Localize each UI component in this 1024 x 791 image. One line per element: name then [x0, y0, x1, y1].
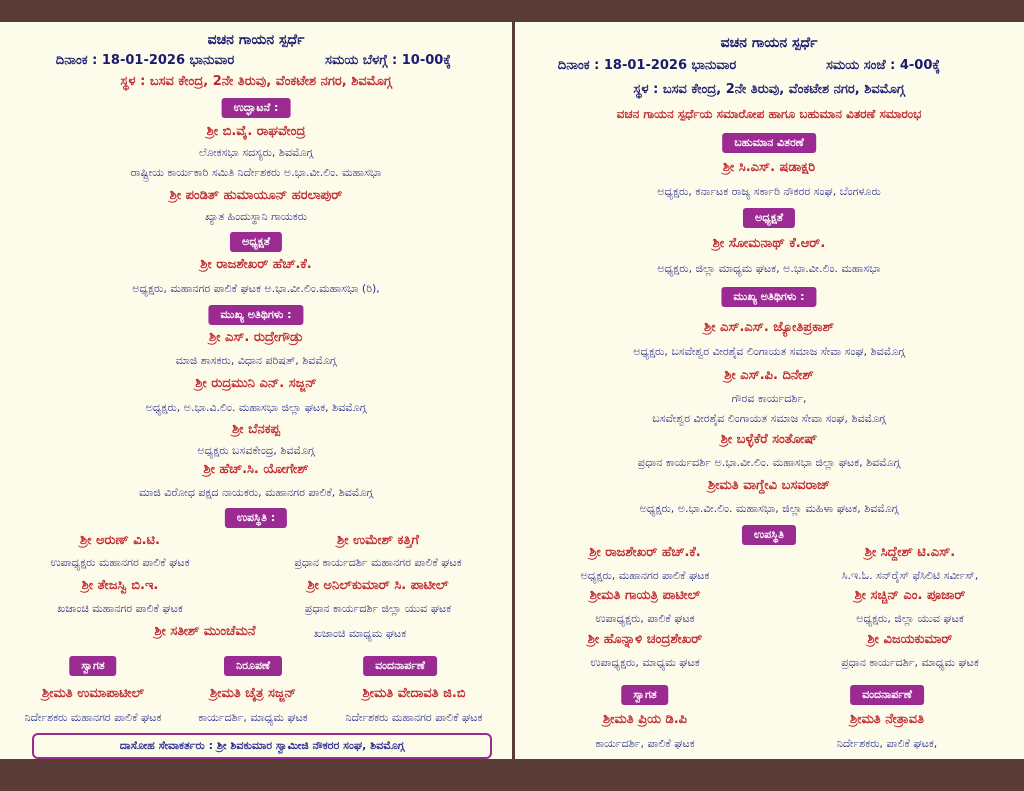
guest-name: ಶ್ರೀ ಹೆಚ್.ಸಿ. ಯೋಗೇಶ್	[203, 462, 309, 477]
guest-name: ಶ್ರೀ ರುದ್ರಮುನಿ ಎನ್. ಸಜ್ಜನ್	[195, 376, 317, 391]
guest-desc: ಮಾಜಿ ವಿರೋಧ ಪಕ್ಷದ ನಾಯಕರು, ಮಹಾನಗರ ಪಾಲಿಕೆ, ಶಿವಮೊಗ್ಗ	[139, 486, 373, 499]
chief-guests-heading: ಮುಖ್ಯ ಅತಿಥಿಗಳು :	[721, 287, 816, 307]
prize-desc: ಅಧ್ಯಕ್ಷರು, ಕರ್ನಾಟಕ ರಾಜ್ಯ ಸರ್ಕಾರಿ ನೌಕರರ ಸಂಘ, ಬೆಂಗಳೂರು	[657, 185, 881, 198]
bottom-border	[0, 759, 1024, 791]
guest-desc: ಪ್ರಧಾನ ಕಾರ್ಯದರ್ಶಿ ಅ.ಭಾ.ವೀ.ಲಿಂ. ಮಹಾಸಭಾ ಜಿಲ್ಲಾ ಘಟಕ, ಶಿವಮೊಗ್ಗ	[637, 456, 901, 469]
presence-desc: ಅಧ್ಯಕ್ಷರು, ಮಹಾನಗರ ಪಾಲಿಕೆ ಘಟಕ	[580, 569, 710, 582]
morning-program-panel	[0, 22, 512, 759]
welcome-name: ಶ್ರೀಮತಿ ಉಮಾಪಾಟೀಲ್	[42, 686, 144, 701]
president-desc: ಅಧ್ಯಕ್ಷರು, ಜಿಲ್ಲಾ ಮಾಧ್ಯಮ ಘಟಕ, ಅ.ಭಾ.ವೀ.ಲಿಂ. ಮಹಾಸಭಾ	[657, 262, 881, 275]
left-venue: ಸ್ಥಳ : ಬಸವ ಕೇಂದ್ರ, 2ನೇ ತಿರುವು, ವೆಂಕಟೇಶ ನಗರ, ಶಿವಮೊಗ್ಗ	[120, 74, 392, 89]
evening-program-panel	[515, 22, 1024, 759]
guest-desc: ಅಧ್ಯಕ್ಷರು ಬಸವಕೇಂದ್ರ, ಶಿವಮೊಗ್ಗ	[197, 444, 315, 457]
presence-name: ಶ್ರೀ ಸಚ್ಚಿನ್ ಎಂ. ಪೂಜಾರ್	[854, 588, 966, 603]
presence-name: ಶ್ರೀ ತೇಜಸ್ವಿ ಬಿ.ಇ.	[81, 578, 159, 593]
right-time: ಸಮಯ ಸಂಜೆ : 4-00ಕ್ಕೆ	[825, 58, 941, 73]
singer-name: ಶ್ರೀ ಪಂಡಿತ್ ಹುಮಾಯೂನ್ ಹರಲಾಪುರ್	[169, 188, 343, 203]
sponsor-box: ದಾಸೋಹ ಸೇವಾಕರ್ತರು : ಶ್ರೀ ಶಿವಕುಮಾರ ಸ್ವಾಮೀಜಿ ನೌಕರರ ಸಂಘ, ಶಿವಮೊಗ್ಗ	[32, 733, 492, 759]
vote-of-thanks-heading: ವಂದನಾರ್ಪಣೆ	[363, 656, 437, 676]
right-subtitle: ವಚನ ಗಾಯನ ಸ್ಪರ್ಧೆಯ ಸಮಾರೋಪ ಹಾಗೂ ಬಹುಮಾನ ವಿತರಣೆ ಸಮಾರಂಭ	[616, 107, 922, 121]
guest-name: ಶ್ರೀ ಬಳ್ಳೆಕೆರೆ ಸಂತೋಷ್	[720, 432, 818, 447]
presence-name: ಶ್ರೀ ವಿಜಯಕುಮಾರ್	[867, 632, 953, 647]
president-name: ಶ್ರೀ ಸೋಮನಾಥ್ ಕೆ.ಆರ್.	[712, 236, 826, 251]
top-border	[0, 0, 1024, 22]
presence-heading: ಉಪಸ್ಥಿತಿ :	[225, 508, 287, 528]
presence-desc: ಪ್ರಧಾನ ಕಾರ್ಯದರ್ಶಿ ಜಿಲ್ಲಾ ಯುವ ಘಟಕ	[304, 602, 452, 615]
welcome-heading: ಸ್ವಾಗತ	[621, 685, 668, 705]
presence-desc: ಖಜಾಂಚಿ ಮಾಧ್ಯಮ ಘಟಕ	[313, 627, 407, 640]
guest-name: ಶ್ರೀ ಎಸ್.ಪಿ. ದಿನೇಶ್	[724, 368, 814, 383]
presence-heading: ಉಪಸ್ಥಿತಿ	[742, 525, 796, 545]
chief-guests-heading: ಮುಖ್ಯ ಅತಿಥಿಗಳು :	[208, 305, 303, 325]
guest-desc: ಗೌರವ ಕಾರ್ಯದರ್ಶಿ,	[731, 392, 807, 405]
inauguration-heading: ಉದ್ಘಾಟನೆ :	[222, 98, 291, 118]
presence-desc: ಸಿ.ಇ.ಓ. ಸನ್‌ರೈಸ್ ಫೆಸಿಲಿಟಿ ಸರ್ವೀಸ್,	[841, 569, 979, 582]
presence-desc: ಖಜಾಂಚಿ ಮಹಾನಗರ ಪಾಲಿಕೆ ಘಟಕ	[57, 602, 183, 615]
guest-name: ಶ್ರೀಮತಿ ವಾಗ್ದೇವಿ ಬಸವರಾಜ್	[707, 478, 831, 493]
compere-heading: ನಿರೂಪಣೆ	[224, 656, 282, 676]
presence-name: ಶ್ರೀ ಸತೀಶ್ ಮುಂಚೆಮನೆ	[154, 624, 256, 639]
guest-desc: ಮಾಜಿ ಶಾಸಕರು, ವಿಧಾನ ಪರಿಷತ್, ಶಿವಮೊಗ್ಗ	[175, 354, 337, 367]
left-title: ವಚನ ಗಾಯನ ಸ್ಪರ್ಧೆ	[207, 32, 305, 48]
presence-name: ಶ್ರೀ ರಾಜಶೇಖರ್ ಹೆಚ್.ಕೆ.	[589, 545, 701, 560]
guest-name: ಶ್ರೀ ಎಸ್.ಎಸ್. ಜ್ಯೋತಿಪ್ರಕಾಶ್	[704, 320, 834, 335]
singer-desc: ಖ್ಯಾತ ಹಿಂದುಸ್ಥಾನಿ ಗಾಯಕರು	[204, 210, 308, 223]
right-venue: ಸ್ಥಳ : ಬಸವ ಕೇಂದ್ರ, 2ನೇ ತಿರುವು, ವೆಂಕಟೇಶ ನಗರ, ಶಿವಮೊಗ್ಗ	[633, 82, 905, 97]
presence-desc: ಪ್ರಧಾನ ಕಾರ್ಯದರ್ಶಿ ಮಹಾನಗರ ಪಾಲಿಕೆ ಘಟಕ	[294, 556, 462, 569]
inaugurator-name: ಶ್ರೀ ಬಿ.ವೈ. ರಾಘವೇಂದ್ರ	[206, 124, 306, 139]
presence-desc: ಅಧ್ಯಕ್ಷರು, ಜಿಲ್ಲಾ ಯುವ ಘಟಕ	[856, 612, 964, 625]
presence-desc: ಉಪಾಧ್ಯಕ್ಷರು ಮಹಾನಗರ ಪಾಲಿಕೆ ಘಟಕ	[50, 556, 190, 569]
prize-name: ಶ್ರೀ ಸಿ.ಎಸ್. ಷಡಾಕ್ಷರಿ	[722, 160, 816, 175]
guest-desc-2: ಬಸವೇಶ್ವರ ವೀರಶೈವ ಲಿಂಗಾಯತ ಸಮಾಜ ಸೇವಾ ಸಂಘ, ಶಿವಮೊಗ್ಗ	[652, 412, 886, 425]
welcome-desc: ಕಾರ್ಯದರ್ಶಿ, ಪಾಲಿಕೆ ಘಟಕ	[595, 737, 695, 750]
presence-name: ಶ್ರೀ ಹೊನ್ನಾಳಿ ಚಂದ್ರಶೇಖರ್	[587, 632, 703, 647]
presidency-heading: ಅಧ್ಯಕ್ಷತೆ	[743, 208, 795, 228]
inaugurator-desc-2: ರಾಷ್ಟ್ರೀಯ ಕಾರ್ಯಕಾರಿ ಸಮಿತಿ ನಿರ್ದೇಶಕರು ಅ.ಭಾ.ವೀ.ಲಿಂ. ಮಹಾಸಭಾ	[130, 166, 382, 179]
presence-name: ಶ್ರೀ ಅರುಣ್ ವಿ.ಟಿ.	[80, 533, 160, 548]
vote-of-thanks-heading: ವಂದನಾರ್ಪಣೆ	[850, 685, 924, 705]
presence-desc: ಉಪಾಧ್ಯಕ್ಷರು, ಪಾಲಿಕೆ ಘಟಕ	[595, 612, 695, 625]
guest-desc: ಅಧ್ಯಕ್ಷರು, ಅ.ಭಾ.ವಿ.ಲಿಂ. ಮಹಾಸಭಾ ಜಿಲ್ಲಾ ಘಟಕ, ಶಿವಮೊಗ್ಗ	[145, 401, 367, 414]
thanks-desc: ನಿರ್ದೇಶಕರು, ಪಾಲಿಕೆ ಘಟಕ,	[836, 737, 938, 750]
president-name: ಶ್ರೀ ರಾಜಶೇಖರ್ ಹೆಚ್.ಕೆ.	[200, 257, 312, 272]
guest-desc: ಅಧ್ಯಕ್ಷರು, ಬಸವೇಶ್ವರ ವೀರಶೈವ ಲಿಂಗಾಯತ ಸಮಾಜ ಸೇವಾ ಸಂಘ, ಶಿವಮೊಗ್ಗ	[633, 345, 905, 358]
right-title: ವಚನ ಗಾಯನ ಸ್ಪರ್ಧೆ	[720, 35, 818, 51]
presence-name: ಶ್ರೀ ಅನಿಲ್‌ಕುಮಾರ್ ಸಿ. ಪಾಟೀಲ್	[307, 578, 449, 593]
presence-desc: ಉಪಾಧ್ಯಕ್ಷರು, ಮಾಧ್ಯಮ ಘಟಕ	[590, 656, 700, 669]
president-desc: ಅಧ್ಯಕ್ಷರು, ಮಹಾನಗರ ಪಾಲಿಕೆ ಘಟಕ ಅ.ಭಾ.ವೀ.ಲಿಂ.ಮಹಾಸಭಾ (ರಿ),	[132, 282, 380, 295]
right-date: ದಿನಾಂಕ : 18-01-2026 ಭಾನುವಾರ	[557, 58, 737, 73]
inaugurator-desc: ಲೋಕಸಭಾ ಸದಸ್ಯರು, ಶಿವಮೊಗ್ಗ	[198, 146, 314, 159]
compere-name: ಶ್ರೀಮತಿ ಚೈತ್ರ ಸಜ್ಜನ್	[210, 686, 296, 701]
presence-name: ಶ್ರೀ ಸಿದ್ದೇಶ್ ಟಿ.ಎಸ್.	[864, 545, 956, 560]
presence-name: ಶ್ರೀ ಉಮೇಶ್ ಕತ್ತಿಗೆ	[337, 533, 419, 548]
welcome-heading: ಸ್ವಾಗತ	[69, 656, 116, 676]
thanks-desc: ನಿರ್ದೇಶಕರು ಮಹಾನಗರ ಪಾಲಿಕೆ ಘಟಕ	[345, 711, 483, 724]
compere-desc: ಕಾರ್ಯದರ್ಶಿ, ಮಾಧ್ಯಮ ಘಟಕ	[198, 711, 308, 724]
thanks-name: ಶ್ರೀಮತಿ ವೇದಾವತಿ ಜಿ.ಬಿ	[362, 686, 466, 701]
presence-name: ಶ್ರೀಮತಿ ಗಾಯತ್ರಿ ಪಾಟೀಲ್	[589, 588, 701, 603]
prize-distribution-heading: ಬಹುಮಾನ ವಿತರಣೆ	[722, 133, 816, 153]
guest-name: ಶ್ರೀ ಎಸ್. ರುದ್ರೇಗೌಡ್ರು	[209, 330, 303, 345]
guest-desc: ಅಧ್ಯಕ್ಷರು, ಅ.ಭಾ.ವೀ.ಲಿಂ. ಮಹಾಸಭಾ, ಜಿಲ್ಲಾ ಮಹಿಳಾ ಘಟಕ, ಶಿವಮೊಗ್ಗ	[639, 502, 899, 515]
thanks-name: ಶ್ರೀಮತಿ ನೇತ್ರಾವತಿ	[850, 712, 924, 727]
presidency-heading: ಅಧ್ಯಕ್ಷತೆ	[230, 232, 282, 252]
presence-desc: ಪ್ರಧಾನ ಕಾರ್ಯದರ್ಶಿ, ಮಾಧ್ಯಮ ಘಟಕ	[841, 656, 979, 669]
welcome-name: ಶ್ರೀಮತಿ ಪ್ರಿಯ ಡಿ.ಪಿ	[602, 712, 688, 727]
welcome-desc: ನಿರ್ದೇಶಕರು ಮಹಾನಗರ ಪಾಲಿಕೆ ಘಟಕ	[24, 711, 162, 724]
left-date: ದಿನಾಂಕ : 18-01-2026 ಭಾನುವಾರ	[55, 53, 235, 68]
left-time: ಸಮಯ ಬೆಳಗ್ಗೆ : 10-00ಕ್ಕೆ	[325, 53, 451, 68]
guest-name: ಶ್ರೀ ಬೆನಕಪ್ಪ	[232, 422, 280, 437]
